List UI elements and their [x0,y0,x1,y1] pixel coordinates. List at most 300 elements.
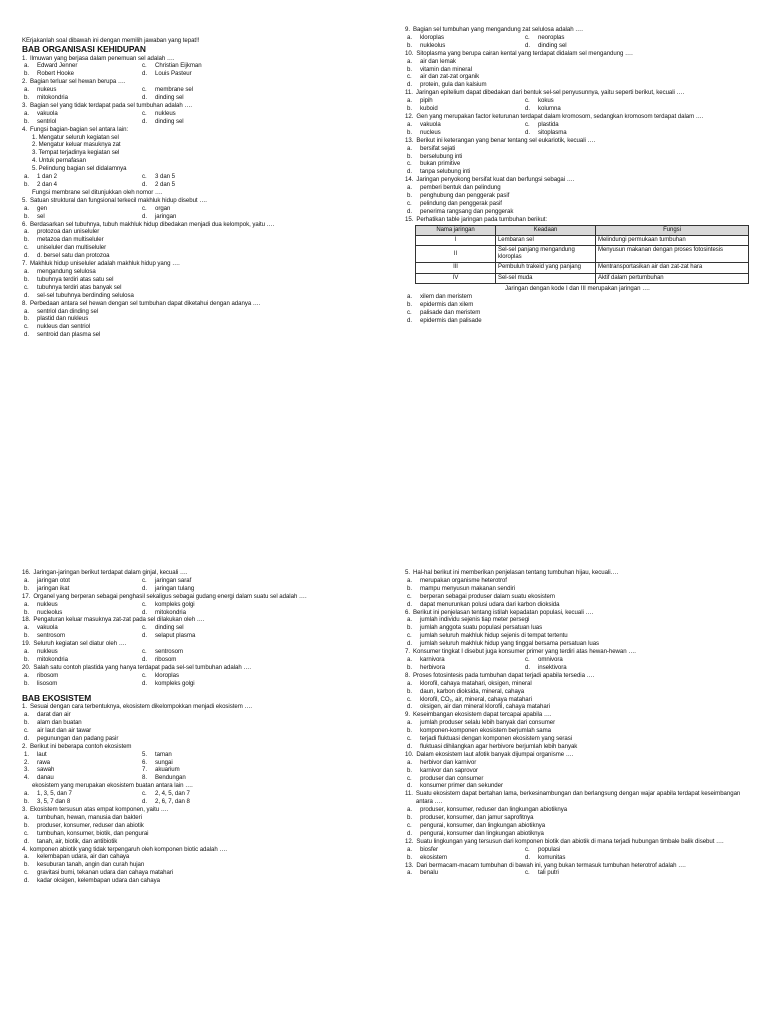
option-letter: b. [24,821,29,829]
answer-option [22,62,140,70]
answer-option [22,838,382,846]
option-row [22,680,382,688]
question-stem [405,50,753,58]
answer-option [22,244,382,252]
option-row [22,601,382,609]
answer-option [405,632,753,640]
question-item [22,260,382,300]
question-text: Salah satu contoh plastida yang hanya terdapat pada sel-sel tumbuhan adalah …. [33,663,251,671]
option-letter: b. [24,655,29,663]
answer-option [405,184,753,192]
option-text: omnivora [538,655,563,663]
option-text: bersifat sejati [420,144,456,152]
answer-option [405,105,523,113]
answer-option [405,680,753,688]
answer-option [405,601,753,609]
question-item [405,672,753,712]
option-text: tumbuhan, hewan, manusia dan bakteri [37,813,142,821]
answer-option [405,200,753,208]
answer-option [140,790,190,798]
question-text: Berdasarkan sel tubuhnya, tubuh makhluk hidup dibedakan menjadi dua kelompok, yaitu …. [29,220,275,228]
option-letter: 8. [142,774,147,782]
question-text: Proses fotosintesis pada tumbuhan dapat terjadi apabila tersedia …. [412,671,595,679]
option-text: 2 dan 5 [155,181,175,188]
option-letter: d. [142,798,147,806]
answer-option [22,252,382,260]
option-text: nucleolus [37,608,63,616]
option-text: gen [37,204,48,212]
option-letter: b. [407,41,412,49]
question-text: Perbedaan antara sel hewan dengan sel tumbuhan dapat diketahui dengan adanya …. [29,299,261,307]
answer-option [140,181,175,189]
option-row [405,656,753,664]
question-item [405,113,753,137]
answer-option [405,759,753,767]
question-number: 16. [22,569,31,576]
option-letter: d. [525,663,530,671]
answer-option [22,228,382,236]
option-row [22,609,382,617]
option-text: produser dan consumer [420,774,484,782]
question-number: 20. [22,663,31,671]
option-letter: b. [24,212,29,220]
answer-option [22,877,382,885]
option-text: konsumer primer dan sekunder [420,782,503,790]
option-letter: c. [142,173,147,181]
question-stem [405,113,753,121]
option-letter: a. [407,845,412,853]
option-text: mengandung selulosa [37,267,96,275]
option-text: 3, 5, 7 dan 8 [37,798,71,806]
option-letter: a. [24,109,29,117]
option-text: jumlah anggota suatu populasi persatuan luas [420,624,543,632]
option-row [405,121,753,129]
question-item [405,89,753,113]
option-text: tali putri [538,869,559,877]
answer-option [22,323,382,331]
option-text: 2, 4, 5, dan 7 [155,790,190,798]
option-letter: d. [24,877,29,885]
answer-option [22,861,382,869]
question-item [22,806,382,846]
question-stem [22,640,382,648]
option-text: nukleolus [420,41,446,49]
question-stem [405,862,753,870]
question-text: Seluruh kegiatan sel diatur oleh …. [33,640,127,648]
option-text: Louis Pasteur [155,70,192,78]
question-stem [22,846,382,854]
table-cell: III [416,263,496,273]
question-stem [22,664,382,672]
option-row [405,34,753,42]
option-text: lisosom [37,679,58,687]
option-letter: a. [407,184,412,192]
option-text: jaringan ikat [37,584,70,592]
question-number: 8. [22,299,27,307]
question-item [405,50,753,90]
answer-option [140,759,173,767]
option-letter: b. [24,861,29,869]
answer-option [140,86,193,94]
answer-option [405,81,753,89]
option-letter: c. [407,160,412,168]
question-text: Fungsi bagian-bagian sel antara lain: [29,125,129,133]
answer-option [140,766,180,774]
option-letter: a. [407,144,412,152]
answer-option [523,854,565,862]
option-row [22,759,382,767]
option-text: sitoplasma [538,128,567,136]
option-text: laut [37,750,47,758]
answer-option [140,118,184,126]
question-stem [22,102,382,110]
option-letter: a. [407,292,412,300]
question-item [405,137,753,177]
question-item [405,26,753,50]
option-letter: b. [24,236,29,244]
answer-option [405,688,753,696]
question-text: Berikut ini penjelasan tentang istilah kepadatan populasi, kecuali …. [412,608,594,616]
answer-option [140,624,184,632]
question-text: Sesuai dengan cara terbentuknya, ekosistem dikelompokkan menjadi ekosistem …. [29,703,253,711]
answer-option [405,317,753,325]
answer-option [22,751,140,759]
option-text: epidermis dan xilem [420,300,474,308]
option-letter: d. [142,584,147,592]
option-letter: a. [407,576,412,584]
option-text: vakuola [420,120,441,128]
answer-option [405,129,523,137]
option-text: air dan lemak [420,57,456,65]
option-text: benalu [420,869,438,877]
question-text: Gen yang merupakan factor keturunan terdapat dalam kromosom, sedangkan kromosom terdapat dalam …. [416,112,704,120]
answer-option [523,105,561,113]
option-letter: d. [407,703,412,711]
answer-option [523,129,567,137]
question-item [22,703,382,743]
question-item [405,176,753,216]
table-cell: II [416,246,496,263]
answer-option [405,743,753,751]
answer-option [405,585,753,593]
option-text: sungai [155,758,173,766]
option-text: mitokondria [155,608,186,616]
option-text: palisade dan meristem [420,308,481,316]
option-text: penghubung dan penggerak pasif [420,192,510,200]
option-text: komponen-komponen ekosistem berjumlah sama [420,727,552,735]
option-letter: d. [24,252,29,260]
question-item [22,300,382,340]
option-letter: d. [525,41,530,49]
option-text: sentroid dan plasma sel [37,331,101,339]
question-number: 8. [405,671,410,679]
option-letter: a. [407,120,412,128]
question-stem [405,790,753,806]
option-text: Bendungan [155,774,186,782]
option-text: 1 dan 2 [37,173,57,181]
option-text: populasi [538,845,561,853]
answer-option [405,822,753,830]
answer-option [22,711,382,719]
table-header-cell: Fungsi [596,225,749,235]
option-letter: b. [407,192,412,200]
option-text: metazoa dan multiseluler [37,236,104,244]
option-text: 3 dan 5 [155,173,175,181]
option-text: 1, 3, 5, dan 7 [37,790,72,798]
option-text: berselubung inti [420,152,463,160]
option-letter: c. [24,726,29,734]
option-text: Robert Hooke [37,70,74,78]
option-letter: a. [407,869,412,877]
answer-option [523,656,563,664]
option-text: mitokondria [37,94,68,102]
answer-option [22,672,140,680]
option-text: pipih [420,97,433,105]
option-letter: d. [142,117,147,125]
option-letter: c. [525,97,530,105]
question-item [22,743,382,806]
question-text: Dari bermacam-macam tumbuhan di bawah ini, yang bukan termasuk tumbuhan heterotrof adalah …. [416,861,686,869]
answer-option [22,292,382,300]
answer-option [523,869,559,877]
option-text: kokus [538,97,554,105]
statement-item: 1. Mengatur seluruh kegiatan sel [32,133,119,141]
answer-option [22,181,140,189]
question-stem [405,609,753,617]
option-letter: 2. [24,758,29,766]
option-letter: a. [24,62,29,70]
answer-option [22,814,382,822]
table-cell: Sel-sel muda [496,273,596,283]
question-item [405,711,753,751]
option-letter: a. [24,624,29,632]
question-number: 7. [405,648,410,656]
option-letter: c. [407,199,412,207]
answer-option [140,585,194,593]
option-row [22,173,382,181]
option-letter: b. [407,663,412,671]
option-row [405,846,753,854]
option-text: tanah, air, biotik, dan antibiotik [37,837,118,845]
question-number: 12. [405,112,414,120]
option-text: akuarium [155,766,180,774]
answer-option [405,577,753,585]
option-text: jaringan otot [37,576,70,584]
question-item [405,751,753,791]
option-text: dinding sel [155,117,184,125]
option-letter: c. [142,648,147,656]
option-letter: b. [407,814,412,822]
option-row [22,751,382,759]
option-letter: c. [142,86,147,94]
option-text: xilem dan meristem [420,292,472,300]
option-text: pelindung dan penggerak pasif [420,199,502,207]
question-stem [405,26,753,34]
option-letter: b. [407,624,412,632]
instruction-text: KErjakanlah soal dibawah ini dengan memilih jawaban yang tepat!! [22,37,200,44]
option-letter: d. [142,70,147,78]
option-letter: a. [24,711,29,719]
question-number: 5. [22,196,27,204]
option-letter: b. [24,117,29,125]
answer-option [22,86,140,94]
question-item [22,640,382,664]
option-row [405,97,753,105]
option-letter: d. [525,128,530,136]
question-number: 2. [22,78,27,86]
answer-option [22,830,382,838]
option-row [22,585,382,593]
option-letter: c. [407,695,412,703]
option-text: vakuola [37,624,58,632]
option-letter: a. [24,204,29,212]
option-text: bukan primitive [420,160,461,168]
answer-option [405,593,753,601]
answer-option [22,276,382,284]
answer-option [140,205,170,213]
answer-option [405,830,753,838]
option-row [22,798,382,806]
option-row [22,110,382,118]
option-row [22,656,382,664]
option-row [22,62,382,70]
option-text: 2 dan 4 [37,181,57,188]
answer-option [22,624,140,632]
answer-option [140,798,190,806]
question-item [22,197,382,221]
question-stem [405,648,753,656]
option-text: alam dan buatan [37,719,82,726]
answer-option [22,308,382,316]
question-number: 19. [22,640,31,648]
table-cell: Pembuluh trakeid yang panjang [496,263,596,273]
option-letter: d. [407,600,412,608]
option-letter: b. [407,766,412,774]
question-text: Berikut ini beberapa contoh ekosistem [29,742,132,750]
answer-option [22,680,140,688]
option-letter: d. [142,181,147,188]
option-text: air laut dan air tawar [37,726,92,734]
option-row [405,869,753,877]
answer-option [405,616,753,624]
answer-option [523,34,564,42]
answer-option [140,648,183,656]
statement-item: 3. Tempat terjadinya kegiatan sel [32,149,120,157]
question-number: 14. [405,176,414,184]
question-number: 18. [22,616,31,624]
option-text: biosfer [420,845,438,853]
answer-option [22,869,382,877]
answer-option [405,696,753,704]
option-letter: c. [142,204,147,212]
option-text: berperan sebagai produser dalam suatu ekosistem [420,592,555,600]
option-letter: c. [142,600,147,608]
option-letter: a. [24,228,29,236]
option-text: pengurai, konsumer dan lingkungan abiotiknya [420,829,544,837]
option-letter: d. [24,291,29,299]
question-item [22,102,382,126]
option-text: sentrosom [37,632,65,640]
option-letter: b. [24,275,29,283]
option-row [405,664,753,672]
question-text: Jaringan-jaringan berikut terdapat dalam ginjal, kecuali …. [33,569,188,576]
option-text: air dan zat-zat organik [420,73,480,81]
question-number: 4. [22,125,27,133]
option-letter: d. [407,316,412,324]
question-text: Dalam ekosistem laut afotik banyak dijumpai organisme …. [416,750,574,758]
question-text: Ilmuwan yang berjasa dalam penemuan sel adalah …. [29,54,175,62]
option-letter: b. [24,181,29,188]
option-text: daun, karbon dioksida, mineral, cahaya [420,687,525,695]
statement-item: 5. Pelindung bagian sel didalamnya [32,165,127,173]
option-row [22,181,382,189]
question-text: komponen abiotik yang tidak terpengaruh oleh komponen biotic adalah …. [29,845,228,853]
question-text: Organel yang berperan sebagai penghasil sekaligus sebagai gudang energi dalam suatu sel adalah …. [33,592,307,600]
option-row [22,213,382,221]
answer-option [22,727,382,735]
answer-option [405,719,753,727]
option-letter: a. [24,576,29,584]
option-row [22,577,382,585]
question-number: 13. [405,861,414,869]
option-letter: d. [525,105,530,113]
table-cell: Mentransportasikan air dan zat-zat hara [596,263,749,273]
question-number: 11. [405,790,413,798]
question-stem [22,743,382,751]
option-letter: d. [407,782,412,790]
answer-option [22,70,140,78]
question-text: Ekosistem tersusun atas empat komponen, yaitu …. [29,805,169,813]
option-letter: 7. [142,766,147,774]
question-stem [22,569,382,577]
question-stem [405,137,753,145]
option-letter: b. [24,70,29,78]
table-cell: IV [416,273,496,283]
option-text: nukleus [37,648,58,656]
option-row [22,774,382,782]
option-text: herbivor dan karnivor [420,758,477,766]
question-stem [405,711,753,719]
answer-option [140,774,186,782]
question-item [22,221,382,261]
option-text: gravitasi bumi, tekanan udara dan cahaya matahari [37,869,174,877]
option-text: vitamin dan mineral [420,65,472,73]
table-row [416,235,749,245]
question-text: Makhluk hidup uniseluler adalah makhluk hidup yang …. [29,260,180,268]
option-text: rawa [37,758,51,766]
answer-option [22,205,140,213]
option-letter: c. [407,73,412,81]
option-row [22,790,382,798]
option-text: kloroplas [420,33,444,41]
option-letter: c. [24,283,29,291]
option-text: nucleus [420,128,441,136]
answer-option [22,609,140,617]
option-letter: a. [24,813,29,821]
option-text: mitokondria [37,655,68,663]
answer-option [405,782,753,790]
answer-option [22,719,382,727]
option-text: sentriol [37,117,57,125]
answer-option [22,735,382,743]
answer-option [523,664,567,672]
option-text: ekosistem [420,853,447,861]
question-stem [22,260,382,268]
option-text: pemberi bentuk dan pelindung [420,184,501,192]
option-text: jumlah seluruh makhluk hidup sejenis di tempat tertentu [420,632,568,640]
option-row [22,766,382,774]
answer-option [22,268,382,276]
